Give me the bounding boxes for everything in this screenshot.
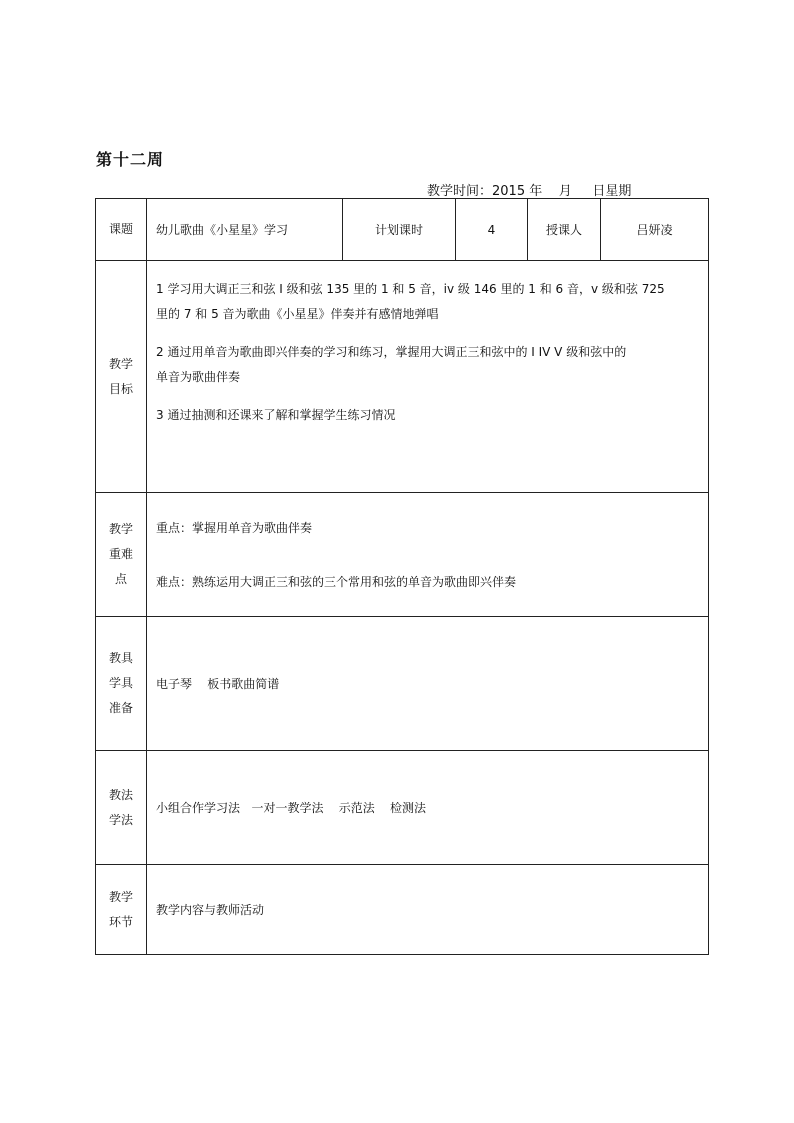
week-title: 第十二周	[96, 150, 165, 169]
topic-label: 课题	[96, 199, 147, 261]
difficulty-point: 难点：熟练运用大调正三和弦的三个常用和弦的单音为歌曲即兴伴奏	[156, 574, 517, 589]
key-points-label-line: 教学	[108, 522, 133, 536]
teacher-name: 吕妍凌	[601, 199, 709, 261]
goals-label-line: 目标	[108, 381, 133, 396]
key-points-content	[147, 493, 709, 617]
tools-label	[96, 617, 147, 751]
process-content: 教学内容与教师活动	[147, 865, 709, 955]
lesson-plan-table	[95, 198, 709, 955]
methods-label-line: 学法	[108, 812, 133, 827]
process-label-line: 环节	[108, 914, 133, 929]
methods-label	[96, 751, 147, 865]
goal-line: 单音为歌曲伴奏	[156, 370, 241, 384]
goal-line: 里的 7 和 5 音为歌曲《小星星》伴奏并有感情地弹唱	[156, 307, 439, 321]
teaching-time-line: 教学时间：2015 年 月 日星期	[427, 184, 632, 199]
methods-content: 小组合作学习法 一对一教学法 示范法 检测法	[147, 751, 709, 865]
process-label-line: 教学	[108, 889, 133, 904]
tools-content: 电子琴 板书歌曲简谱	[147, 617, 709, 751]
planned-hours-label: 计划课时	[343, 199, 456, 261]
focus-point: 重点：掌握用单音为歌曲伴奏	[156, 520, 313, 535]
goal-item	[156, 403, 702, 428]
goal-line: 3 通过抽测和还课来了解和掌握学生练习情况	[156, 408, 396, 422]
goals-row	[96, 261, 709, 493]
goal-line: 2 通过用单音为歌曲即兴伴奏的学习和练习，掌握用大调正三和弦中的 I IV V 级和弦中的	[156, 345, 627, 359]
tools-label-line: 学具	[108, 676, 133, 690]
goal-line: 1 学习用大调正三和弦 I 级和弦 135 里的 1 和 5 音，iv 级 146 里的 1 和 6 音，v 级和弦 725	[156, 282, 665, 296]
methods-label-line: 教法	[108, 787, 133, 802]
process-label	[96, 865, 147, 955]
tools-label-line: 准备	[108, 701, 133, 715]
course-row	[96, 199, 709, 261]
key-points-label-line: 点	[114, 572, 127, 586]
tools-row	[96, 617, 709, 751]
key-points-label-line: 重难	[108, 547, 133, 561]
topic-value: 幼儿歌曲《小星星》学习	[147, 199, 343, 261]
goals-content	[147, 261, 709, 493]
process-row	[96, 865, 709, 955]
goals-label-line: 教学	[108, 356, 133, 371]
goals-label	[96, 261, 147, 493]
teacher-label: 授课人	[528, 199, 601, 261]
key-points-row	[96, 493, 709, 617]
key-points-label	[96, 493, 147, 617]
goal-item	[156, 277, 702, 327]
methods-row	[96, 751, 709, 865]
goal-item	[156, 340, 702, 390]
tools-label-line: 教具	[108, 651, 133, 665]
planned-hours-value: 4	[456, 199, 528, 261]
